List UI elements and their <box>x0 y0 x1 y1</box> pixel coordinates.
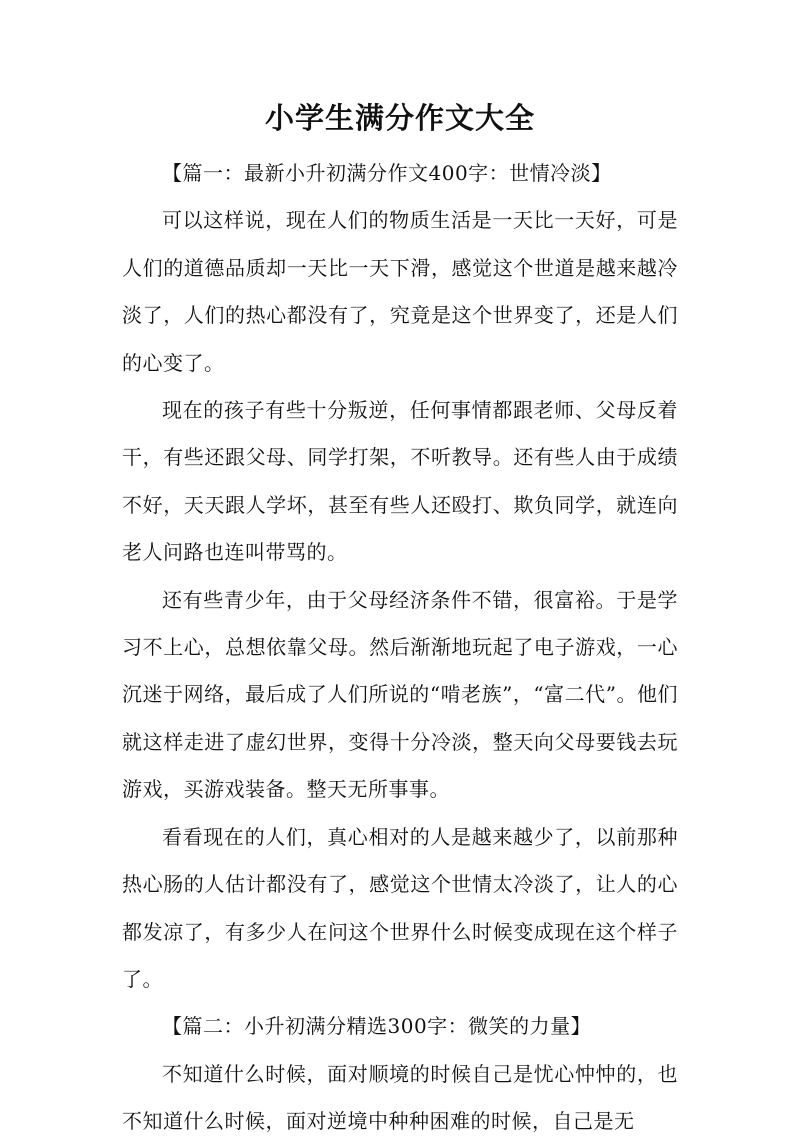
paragraph-4: 看看现在的人们，真心相对的人是越来越少了，以前那种热心肠的人估计都没有了，感觉这个世情太冷淡了，让人的心都发凉了，有多少人在问这个世界什么时候变成现在这个样子了。 <box>122 824 678 991</box>
paragraph-2: 现在的孩子有些十分叛逆，任何事情都跟老师、父母反着干，有些还跟父母、同学打架，不听教导。还有些人由于成绩不好，天天跟人学坏，甚至有些人还殴打、欺负同学，就连向老人问路也连叫带骂的。 <box>122 398 678 565</box>
section-heading-1: 【篇一：最新小升初满分作文400字：世情冷淡】 <box>162 161 612 185</box>
paragraph-5: 不知道什么时候，面对顺境的时候自己是忧心忡忡的，也不知道什么时候，面对逆境中种种困难的时候，自己是无 <box>122 1061 678 1134</box>
paragraph-3: 还有些青少年，由于父母经济条件不错，很富裕。于是学习不上心，总想依靠父母。然后渐渐地玩起了电子游戏，一心沉迷于网络，最后成了人们所说的“啃老族”，“富二代”。他们就这样走进了虚幻世界，变得十分冷淡，整天向父母要钱去玩游戏，买游戏装备。整天无所事事。 <box>122 587 678 802</box>
section-heading-2: 【篇二：小升初满分精选300字：微笑的力量】 <box>162 1014 592 1039</box>
article-body <box>122 150 678 1146</box>
page-title: 小学生满分作文大全 <box>264 101 535 135</box>
paragraph-1: 可以这样说，现在人们的物质生活是一天比一天好，可是人们的道德品质却一天比一天下滑，感觉这个世道是越来越冷淡了，人们的热心都没有了，究竟是这个世界变了，还是人们的心变了。 <box>122 208 678 375</box>
